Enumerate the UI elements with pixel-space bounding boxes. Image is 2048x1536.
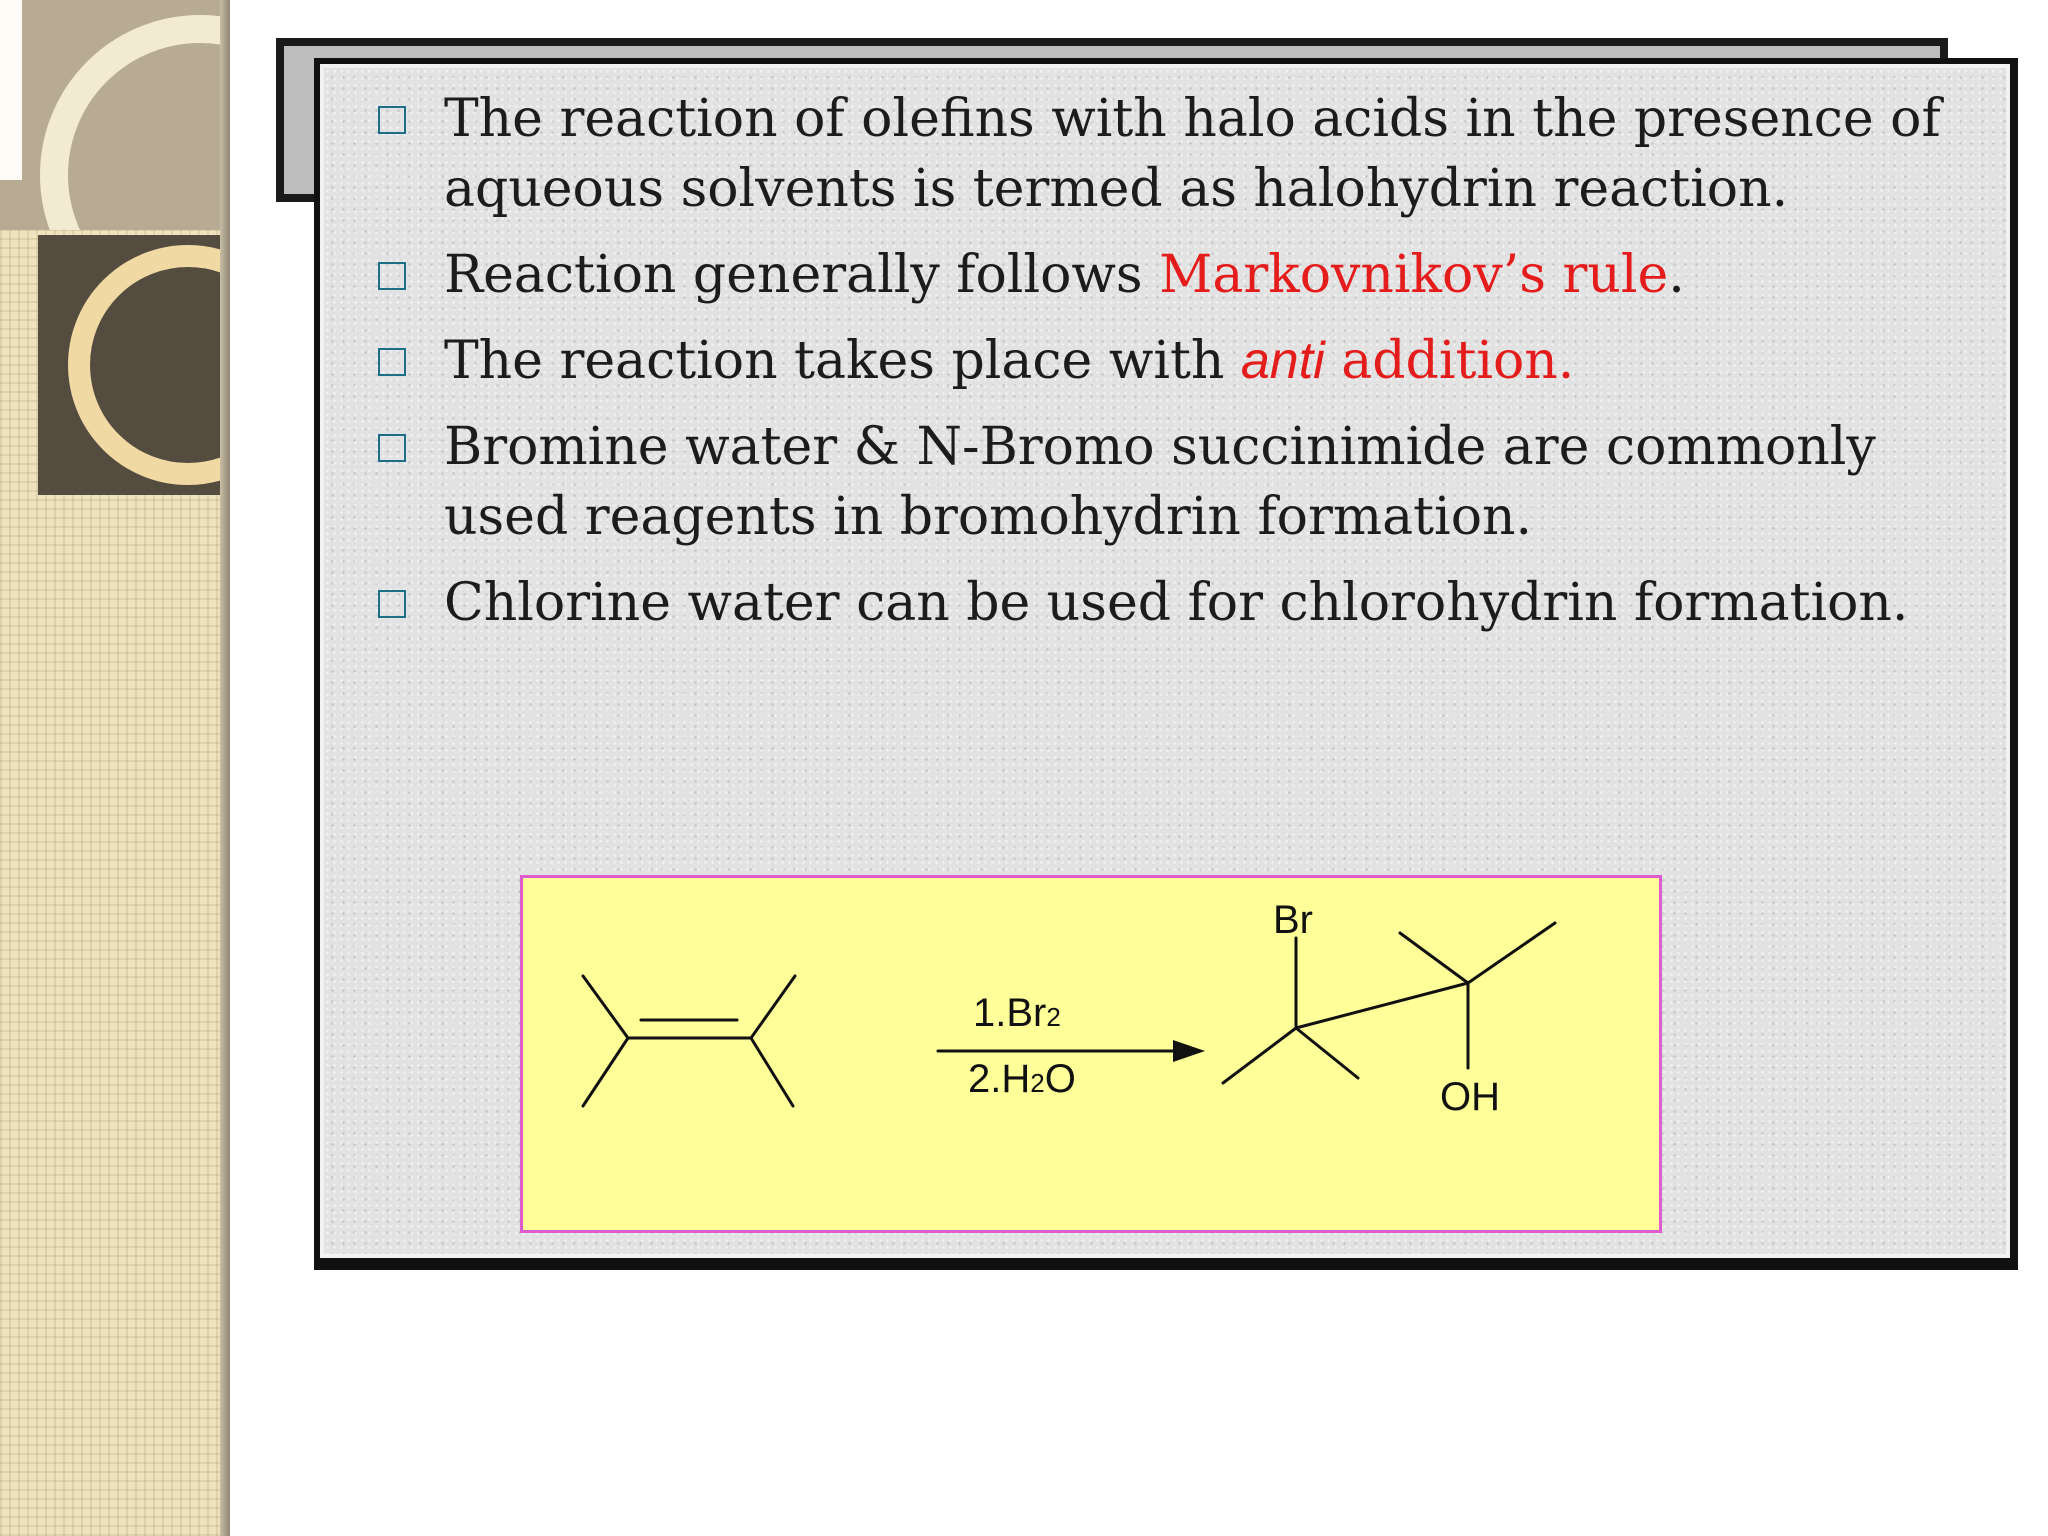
product-bond: [1223, 1028, 1296, 1083]
reagent-2: 2.H2O: [968, 1057, 1076, 1101]
decorative-side-strip: [0, 0, 220, 1536]
bullet-item: [374, 326, 1974, 396]
square-bullet-icon: [378, 262, 406, 290]
highlight-text: Markovnikov’s rule: [1159, 245, 1669, 305]
square-bullet-icon: [378, 434, 406, 462]
decorative-ring-panel: [38, 235, 220, 495]
bromine-label: Br: [1273, 898, 1313, 942]
bullet-item: [374, 84, 1974, 224]
product-bond: [1296, 1028, 1358, 1078]
reactant-bond: [751, 1038, 793, 1106]
reactant-bond: [583, 1038, 628, 1106]
product-central-bond: [1296, 983, 1468, 1028]
reactant-bond: [583, 976, 628, 1038]
content-panel: [320, 64, 2010, 1258]
bullet-text: The reaction of olefins with halo acids in the presence of aqueous solvents is termed as halohydrin reaction.: [444, 89, 1941, 219]
reaction-diagram: [523, 878, 1665, 1236]
product-bond: [1468, 923, 1555, 983]
bullet-item: [374, 412, 1974, 552]
highlight-italic-text: anti: [1240, 332, 1325, 390]
product-bond: [1400, 933, 1468, 983]
reagent-1: 1.Br2: [973, 991, 1061, 1035]
reaction-scheme: [520, 875, 1662, 1233]
bullet-item: [374, 568, 1974, 638]
bullet-text: .: [1668, 245, 1685, 305]
square-bullet-icon: [378, 590, 406, 618]
bullet-text: Reaction generally follows: [444, 245, 1160, 305]
bullet-text: Bromine water & N-Bromo succinimide are commonly used reagents in bromohydrin formation.: [444, 417, 1876, 547]
bullet-text: Chlorine water can be used for chlorohydrin formation.: [444, 573, 1909, 633]
square-bullet-icon: [378, 106, 406, 134]
hydroxyl-label: OH: [1440, 1075, 1500, 1119]
reaction-arrow-head: [1173, 1040, 1205, 1062]
square-bullet-icon: [378, 348, 406, 376]
decorative-white-bar: [0, 0, 22, 180]
bullet-list: [374, 84, 1974, 654]
bullet-item: [374, 240, 1974, 310]
content-frame: [314, 58, 2018, 1270]
decorative-arc-panel: [0, 0, 220, 230]
side-strip-edge: [220, 0, 230, 1536]
highlight-text: addition.: [1324, 331, 1575, 391]
bullet-text: The reaction takes place with: [444, 331, 1241, 391]
reactant-bond: [751, 976, 795, 1038]
